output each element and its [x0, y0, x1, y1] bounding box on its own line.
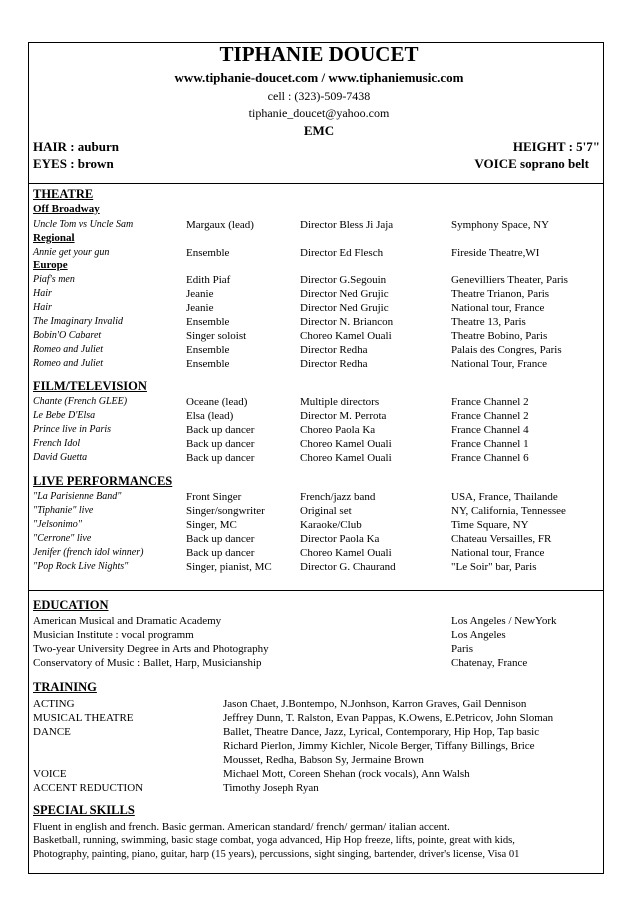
location: Time Square, NY: [451, 519, 529, 531]
role: Back up dancer: [186, 424, 255, 436]
director: Choreo Kamel Ouali: [300, 452, 392, 464]
table-row: [33, 423, 601, 437]
height: HEIGHT : 5'7": [512, 139, 600, 154]
theatre-heading: THEATRE: [33, 187, 94, 201]
divider-education: [28, 590, 604, 591]
training-discipline: VOICE: [33, 768, 67, 780]
director: Director N. Briancon: [300, 316, 394, 328]
production-title: Le Bebe D'Elsa: [33, 410, 96, 421]
special-skills-heading: SPECIAL SKILLS: [33, 803, 135, 817]
regional-subheading: Regional: [33, 232, 75, 244]
production-title: David Guetta: [33, 452, 88, 463]
table-row: [33, 273, 601, 287]
website-links[interactable]: www.tiphanie-doucet.com / www.tiphaniemusic.com: [174, 70, 464, 85]
table-row: [33, 301, 601, 315]
skills-line: Photography, painting, piano, guitar, harp (15 years), percussions, sight singing, bartender, driver's license, Visa 01: [33, 849, 520, 860]
network: France Channel 4: [451, 424, 529, 436]
table-row: [33, 546, 601, 560]
cell-phone: cell : (323)-509-7438: [267, 89, 371, 103]
training-teachers: Jason Chaet, J.Bontempo, N.Jonhson, Karron Graves, Gail Dennison: [223, 698, 527, 710]
table-row: [33, 642, 601, 656]
venue: Theatre 13, Paris: [451, 316, 526, 328]
email-address[interactable]: tiphanie_doucet@yahoo.com: [248, 106, 390, 120]
production-title: Annie get your gun: [33, 247, 110, 258]
table-row: [33, 504, 601, 518]
director: Choreo Paola Ka: [300, 424, 376, 436]
production-title: The Imaginary Invalid: [33, 316, 123, 327]
hair-color: HAIR : auburn: [33, 139, 119, 154]
venue: Theatre Trianon, Paris: [451, 288, 550, 300]
venue: Symphony Space, NY: [451, 219, 550, 231]
director: Original set: [300, 505, 352, 517]
school: Musician Institute : vocal programm: [33, 629, 194, 641]
table-row: [33, 329, 601, 343]
school-location: Los Angeles / NewYork: [451, 615, 557, 627]
table-row: [33, 315, 601, 329]
director: Choreo Kamel Ouali: [300, 330, 392, 342]
location: Chateau Versailles, FR: [451, 533, 552, 545]
table-row: [33, 614, 601, 628]
table-row: [33, 409, 601, 423]
role: Margaux (lead): [186, 219, 254, 231]
table-row: [33, 628, 601, 642]
table-row: [33, 218, 601, 232]
table-row: [33, 767, 601, 781]
location: NY, California, Tennessee: [451, 505, 566, 517]
school-location: Paris: [451, 643, 473, 655]
venue: Genevilliers Theater, Paris: [451, 274, 568, 286]
location: USA, France, Thailande: [451, 491, 558, 503]
role: Back up dancer: [186, 452, 255, 464]
school: Two-year University Degree in Arts and Photography: [33, 643, 269, 655]
performance-title: "La Parisienne Band": [33, 491, 122, 502]
director: Director G.Segouin: [300, 274, 387, 286]
director: Multiple directors: [300, 396, 380, 408]
performance-title: Jenifer (french idol winner): [33, 547, 144, 558]
director: Choreo Kamel Ouali: [300, 438, 392, 450]
network: France Channel 2: [451, 410, 529, 422]
location: "Le Soir" bar, Paris: [451, 561, 537, 573]
eye-color: EYES : brown: [33, 156, 114, 171]
role: Front Singer: [186, 491, 242, 503]
director: Director Bless Ji Jaja: [300, 219, 394, 231]
training-discipline: ACTING: [33, 698, 75, 710]
training-teachers: Timothy Joseph Ryan: [223, 782, 319, 794]
location: National tour, France: [451, 547, 545, 559]
table-row: [33, 725, 601, 739]
training-heading: TRAINING: [33, 680, 97, 694]
production-title: Prince live in Paris: [33, 424, 112, 435]
role: Jeanie: [186, 288, 214, 300]
training-teachers: Michael Mott, Coreen Shehan (rock vocals), Ann Walsh: [223, 768, 470, 780]
production-title: Piaf's men: [33, 274, 75, 285]
training-discipline: DANCE: [33, 726, 71, 738]
role: Singer, pianist, MC: [186, 561, 272, 573]
director: French/jazz band: [300, 491, 376, 503]
role: Elsa (lead): [186, 410, 234, 422]
table-row: [33, 532, 601, 546]
venue: Fireside Theatre,WI: [451, 247, 540, 259]
table-row: [33, 287, 601, 301]
venue: Theatre Bobino, Paris: [451, 330, 548, 342]
performance-title: "Cerrone" live: [33, 533, 92, 544]
role: Back up dancer: [186, 547, 255, 559]
training-discipline: ACCENT REDUCTION: [33, 782, 144, 794]
role: Singer/songwriter: [186, 505, 265, 517]
production-title: Bobin'O Cabaret: [33, 330, 102, 341]
training-teachers: Mousset, Redha, Babson Sy, Jermaine Brown: [223, 754, 424, 766]
resume-name: TIPHANIE DOUCET: [219, 42, 419, 66]
table-row: [33, 357, 601, 371]
table-row: [33, 395, 601, 409]
table-row: [33, 711, 601, 725]
table-row: [33, 451, 601, 465]
table-row: [33, 518, 601, 532]
role: Back up dancer: [186, 533, 255, 545]
skills-line: Fluent in english and french. Basic german. American standard/ french/ german/ italian accent.: [33, 821, 450, 833]
role: Jeanie: [186, 302, 214, 314]
table-row: [33, 490, 601, 504]
table-row: [33, 753, 601, 767]
training-discipline: MUSICAL THEATRE: [33, 712, 134, 724]
table-row: [33, 656, 601, 670]
director: Director Ed Flesch: [300, 247, 384, 259]
divider-header: [28, 183, 604, 184]
venue: National tour, France: [451, 302, 545, 314]
venue: Palais des Congres, Paris: [451, 344, 562, 356]
school: Conservatory of Music : Ballet, Harp, Musicianship: [33, 657, 262, 669]
table-row: [33, 246, 601, 260]
director: Director Redha: [300, 358, 368, 370]
live-performances-heading: LIVE PERFORMANCES: [33, 474, 173, 488]
role: Ensemble: [186, 316, 230, 328]
role: Edith Piaf: [186, 274, 231, 286]
role: Ensemble: [186, 247, 230, 259]
table-row: [33, 781, 601, 795]
network: France Channel 1: [451, 438, 529, 450]
production-title: Uncle Tom vs Uncle Sam: [33, 219, 134, 230]
role: Singer soloist: [186, 330, 247, 342]
role: Singer, MC: [186, 519, 237, 531]
table-row: [33, 697, 601, 711]
director: Director G. Chaurand: [300, 561, 396, 573]
director: Choreo Kamel Ouali: [300, 547, 392, 559]
skills-line: Basketball, running, swimming, basic stage combat, yoga advanced, Hip Hop freeze, lifts, pointe, great with kids,: [33, 835, 515, 846]
school: American Musical and Dramatic Academy: [33, 615, 222, 627]
role: Ensemble: [186, 358, 230, 370]
film-television-heading: FILM/TELEVISION: [33, 379, 147, 393]
education-heading: EDUCATION: [33, 598, 109, 612]
school-location: Chatenay, France: [451, 657, 528, 669]
production-title: Hair: [33, 302, 52, 313]
role: Oceane (lead): [186, 396, 248, 408]
role: Ensemble: [186, 344, 230, 356]
production-title: Romeo and Juliet: [33, 344, 103, 355]
production-title: Hair: [33, 288, 52, 299]
performance-title: "Pop Rock Live Nights": [33, 561, 129, 572]
performance-title: "Jelsonimo": [33, 519, 82, 530]
venue: National Tour, France: [451, 358, 548, 370]
director: Director Ned Grujic: [300, 302, 389, 314]
performance-title: "Tiphanie" live: [33, 505, 94, 516]
voice-type: VOICE soprano belt: [474, 156, 589, 171]
director: Director Redha: [300, 344, 368, 356]
production-title: Romeo and Juliet: [33, 358, 103, 369]
table-row: [33, 437, 601, 451]
off-broadway-subheading: Off Broadway: [33, 203, 100, 215]
training-teachers: Jeffrey Dunn, T. Ralston, Evan Pappas, K.Owens, E.Petricov, John Sloman: [223, 712, 554, 724]
director: Karaoke/Club: [300, 519, 362, 531]
table-row: [33, 560, 601, 574]
production-title: Chante (French GLEE): [33, 396, 128, 407]
table-row: [33, 739, 601, 753]
union-status: EMC: [303, 123, 335, 138]
role: Back up dancer: [186, 438, 255, 450]
director: Director M. Perrota: [300, 410, 387, 422]
table-row: [33, 343, 601, 357]
production-title: French Idol: [33, 438, 81, 449]
director: Director Ned Grujic: [300, 288, 389, 300]
training-teachers: Richard Pierlon, Jimmy Kichler, Nicole Berger, Tiffany Billings, Brice: [223, 740, 535, 752]
europe-subheading: Europe: [33, 259, 68, 271]
network: France Channel 6: [451, 452, 529, 464]
training-teachers: Ballet, Theatre Dance, Jazz, Lyrical, Contemporary, Hip Hop, Tap basic: [223, 726, 540, 738]
network: France Channel 2: [451, 396, 529, 408]
school-location: Los Angeles: [451, 629, 506, 641]
director: Director Paola Ka: [300, 533, 380, 545]
